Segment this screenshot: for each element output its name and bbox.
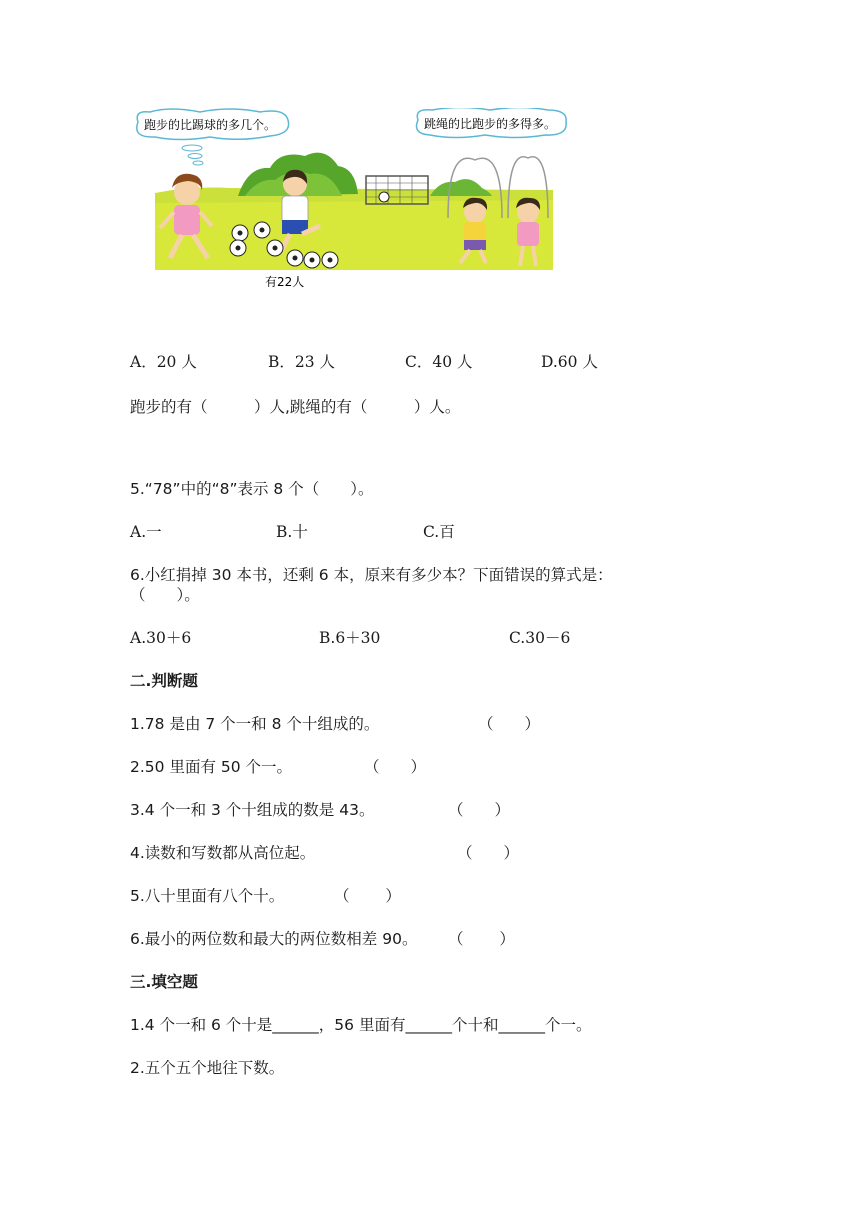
judge-paren-3: （ ） (448, 801, 511, 819)
judge-item-5: 5.八十里面有八个十。 (130, 887, 285, 905)
judge-item-4: 4.读数和写数都从高位起。 (130, 844, 316, 862)
judge-item-3: 3.4 个一和 3 个十组成的数是 43。 (130, 801, 375, 819)
illustration-caption: 有22人 (265, 275, 305, 289)
speech-bubble-left (137, 109, 289, 165)
q4-option-d: D.60 人 (541, 353, 598, 371)
speech-bubble-right (417, 108, 567, 138)
section3-title: 三.填空题 (130, 973, 198, 991)
q6-option-a: A.30＋6 (130, 629, 192, 647)
q6-stem-line2: （ ）。 (130, 586, 200, 604)
q5-option-b: B.十 (276, 523, 308, 541)
section2-title: 二.判断题 (130, 672, 198, 690)
q6-option-c: C.30－6 (509, 629, 571, 647)
judge-paren-4: （ ） (457, 844, 520, 862)
judge-paren-1: （ ） (478, 715, 541, 733)
bubble-left-text: 跑步的比踢球的多几个。 (144, 118, 277, 132)
judge-item-6: 6.最小的两位数和最大的两位数相差 90。 (130, 930, 418, 948)
judge-paren-5: （ ） (334, 887, 401, 905)
illustration (130, 108, 570, 293)
q6-option-b: B.6＋30 (319, 629, 381, 647)
q4-fill-line: 跑步的有（ ）人,跳绳的有（ ）人。 (130, 398, 461, 416)
q5-stem: 5.“78”中的“8”表示 8 个（ ）。 (130, 480, 374, 498)
bubble-right-text: 跳绳的比跑步的多得多。 (424, 117, 557, 131)
q4-option-a: A．20 人 (130, 353, 197, 371)
q6-stem-line1: 6.小红捐掉 30 本书，还剩 6 本，原来有多少本？下面错误的算式是： (130, 566, 613, 584)
judge-paren-2: （ ） (364, 758, 427, 776)
judge-item-2: 2.50 里面有 50 个一。 (130, 758, 293, 776)
fill-item-1: 1.4 个一和 6 个十是______，56 里面有______个十和______个一。 (130, 1016, 592, 1034)
fill-item-2: 2.五个五个地往下数。 (130, 1059, 285, 1077)
judge-paren-6: （ ） (448, 930, 515, 948)
judge-item-1: 1.78 是由 7 个一和 8 个十组成的。 (130, 715, 380, 733)
q5-option-a: A.一 (130, 523, 162, 541)
q4-option-c: C．40 人 (405, 353, 473, 371)
q4-option-b: B．23 人 (268, 353, 336, 371)
q5-option-c: C.百 (423, 523, 455, 541)
field-scene (155, 153, 553, 270)
